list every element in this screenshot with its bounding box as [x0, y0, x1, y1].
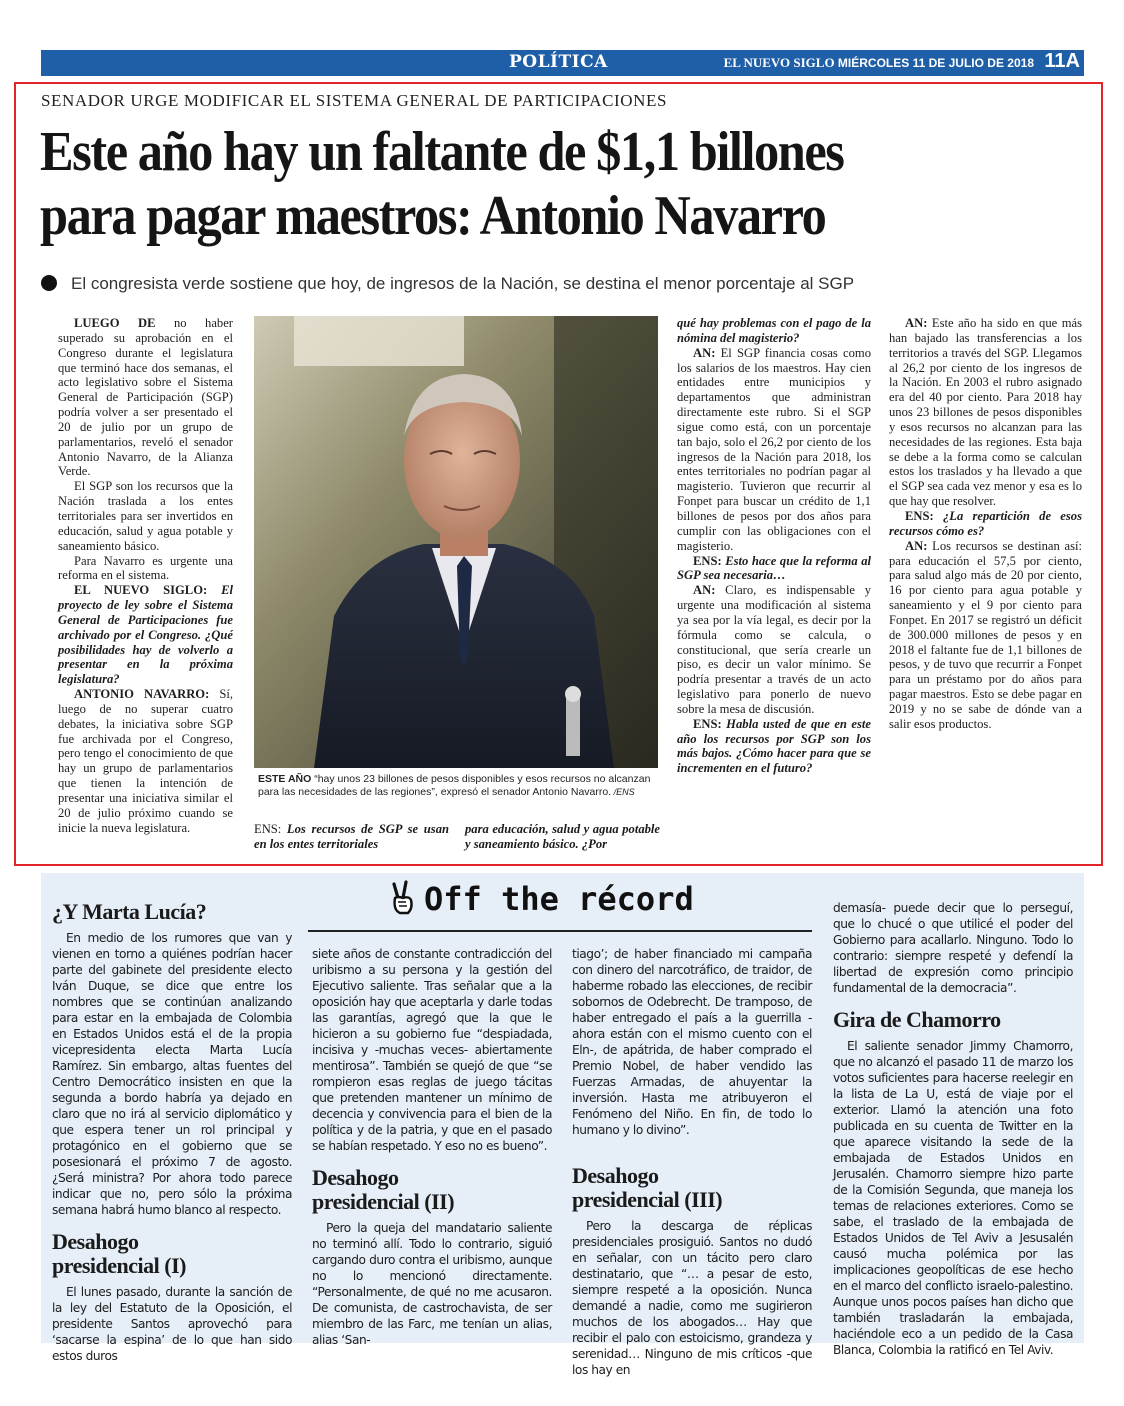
headline-line-1: Este año hay un faltante de $1,1 billones — [40, 121, 844, 183]
interview-question — [58, 583, 233, 687]
section-name: POLÍTICA — [509, 52, 608, 72]
article-headline — [40, 120, 994, 248]
article-column-3 — [677, 316, 871, 776]
off-record-column-3 — [572, 946, 812, 1378]
item-text: Pero la queja del mandatario saliente no terminó allí. Todo lo contrario, siguió cargando duro contra el uribismo, aunque no lo mencionó directamente. “Personalmente, de qué no me acusaron. De comunista, de castrochavista, de ser miembro de las Farc, me tenían un alias, alias ‘San- — [312, 1221, 552, 1347]
photo-credit: /ENS — [611, 787, 635, 797]
speaker-label: AN: — [905, 316, 928, 330]
caption-text: “hay unos 23 billones de pesos disponibles y esos recursos no alcanzan para las necesidades de las regiones”, expresó el senador Antonio Navarro. — [258, 773, 651, 798]
interview-question — [889, 509, 1082, 539]
off-record-column-4 — [833, 900, 1073, 1358]
photo-caption — [258, 773, 658, 799]
speaker-label: ANTONIO NAVARRO: — [74, 687, 210, 702]
publication-date: MIÉRCOLES 11 DE JULIO DE 2018 — [837, 56, 1034, 70]
question-text: El proyecto de ley sobre el Sistema General de Participaciones fue archivado por el Congreso. ¿Qué posibilidades hay de volverlo a presentar en la próxima legislatura? — [58, 583, 233, 687]
off-record-column-2 — [312, 946, 552, 1348]
item-heading: Desahogo presidencial (III) — [572, 1163, 723, 1212]
bullet-dot-icon — [41, 275, 57, 291]
off-the-record-title — [388, 880, 694, 918]
question-text: ¿La repartición de esos recursos cómo es? — [889, 508, 1082, 538]
deck-text: El congresista verde sostiene que hoy, de ingresos de la Nación, se destina el menor porcentaje al SGP — [71, 274, 855, 293]
interview-question — [254, 822, 449, 852]
item-heading: Desahogo presidencial (I) — [52, 1229, 186, 1278]
interview-answer — [889, 539, 1082, 732]
answer-text: El SGP financia cosas como los salarios de los maestros. Hay cien entidades entre municipios y departamentos que administran directamente este rubro. Si el SGP sigue como está, con un porcentaje tan bajo, solo el 26,2 por ciento de los ingresos de la Nación para 2018, los entes territoriales no podrían pagar al magisterio. Tuvieron que recurrir al Fonpet para buscar un crédito de 1,1 billones de pesos por dos años para cumplir con las obligaciones con el magisterio. — [677, 345, 871, 553]
article-column-1 — [58, 316, 233, 836]
item-heading: Desahogo presidencial (II) — [312, 1165, 455, 1214]
item-text: El lunes pasado, durante la sanción de la ley del Estatuto de la Oposición, el presidente Santos aprovechó para ‘sacarse la espina’ de lo que han sido estos duros — [52, 1285, 292, 1363]
speaker-label: ENS: — [905, 508, 934, 523]
interview-question — [677, 717, 871, 776]
section-header-bar — [41, 50, 1084, 76]
caption-label: ESTE AÑO — [258, 773, 312, 785]
interview-question — [677, 554, 871, 584]
article-kicker: SENADOR URGE MODIFICAR EL SISTEMA GENERAL DE PARTICIPACIONES — [41, 91, 668, 110]
article-deck — [41, 274, 854, 294]
lead-in: LUEGO DE — [74, 316, 156, 330]
headline-line-2: para pagar maestros: Antonio Navarro — [40, 185, 826, 247]
item-heading: Gira de Chamorro — [833, 1007, 1001, 1032]
section-title-text: Off the récord — [424, 880, 694, 918]
item-text: El saliente senador Jimmy Chamorro, que no alcanzó el pasado 11 de marzo los votos suficientes para hacerse reelegir en la lista de La U, está de viaje por el exterior. Llamó la atención una foto publicada en su cuenta de Twitter en la que aparece visitando la sede de la embajada de Estados Unidos en Jerusalén. Chamorro siempre hizo parte de la Comisión Segunda, que maneja los temas de relaciones exteriores. Como se sabe, el traslado de la embajada de Estados Unidos de Tel Aviv a Jesusalén causó mucha polémica por las implicaciones geopolíticas de ese hecho en el marco del conflicto israelo-palestino. Aunque unos pocos países han dicho que también trasladarán la embajada, haciéndole eco a un pedido de la Casa Blanca, Colombia la ratificó en Tel Aviv. — [833, 1039, 1073, 1357]
item-text-continued: siete años de constante contradicción del uribismo a su persona y la gestión del Ejecutivo saliente. Tras señalar que a la oposición hay que aceptarla y darle todas las garantías, agregó que la que le hicieron a su gobierno fue “despiadada, incisiva y -muchas veces- abiertamente mentirosa”. También se quejó de que “se rompieron esas reglas de juego tácitas que pretenden mantener un mínimo de decencia y convivencia para el bien de la política y de la patria, y que en el pasado se habían respetado. Y eso no es bueno”. — [312, 947, 552, 1153]
newspaper-dateline — [724, 55, 1034, 71]
question-text: Habla usted de que en este año los recursos por SGP son los más bajos. ¿Cómo hacer para que se incrementen en el futuro? — [677, 716, 871, 776]
answer-text: Claro, es indispensable y urgente una modificación al sistema ya sea por la vía legal, es decir por la fórmula como se calcula, o constitucional, que sería crearle un piso, es decir un valor mínimo. Se podría presentar a través de un acto legislativo para ponerlo de nuevo sobre la mesa de discusión. — [677, 583, 871, 716]
page-number: 11A — [1044, 50, 1080, 72]
interview-answer — [677, 583, 871, 717]
item-heading: ¿Y Marta Lucía? — [52, 899, 207, 924]
newspaper-name: EL NUEVO SIGLO — [723, 55, 835, 70]
interview-question-continued — [465, 822, 660, 852]
item-text: En medio de los rumores que van y vienen en torno a quiénes podrían hacer parte del gabinete del presidente electo Iván Duque, se dice que entre los nombres que se continúan analizando para estar en la embajada de Colombia en Estados Unidos está el de la propia vicepresidenta electa Marta Lucía Ramírez. Sin embargo, altas fuentes del Centro Democrático insisten en que la segunda a bordo habría ya dejado en claro que no irá al servicio diplomático y que espera tener un rol principal y protagónico en el gobierno que se posesionará el próximo 7 de agosto. ¿Será ministra? Por ahora todo parece indicar que no, pero sólo la próxima semana habrá humo blanco al respecto. — [52, 931, 292, 1217]
article-column-4 — [889, 316, 1082, 732]
speaker-label: ENS: — [254, 822, 282, 836]
title-underline — [308, 930, 812, 932]
paragraph-text: no haber superado su aprobación en el Congreso durante el legislatura que terminó hace dos semanas, el acto legislativo sobre el Sistema General de Participación (SGP) podría volver a ser presentado el 20 de julio por un grupo de parlamentarios, reveló el senador Antonio Navarro, de la Alianza Verde. — [58, 316, 233, 479]
question-text: para educación, salud y agua potable y saneamiento básico. ¿Por — [465, 822, 660, 851]
item-text-continued: tiago’; de haber financiado mi campaña con dinero del narcotráfico, de traidor, de haberme robado las elecciones, de recibir sobornos de Odebrecht. De tramposo, de haber entregado el país a la guerrilla -ahora están con el mismo cuento con el Eln-, de apátrida, de haber comprado el Premio Nobel, de haber vendido las Fuerzas Armadas, de ahuyentar la inversión. Hasta me atribuyeron el Fenómeno del Niño. En fin, de todo lo humano y lo divino”. — [572, 947, 812, 1137]
paragraph: El SGP son los recursos que la Nación traslada a los entes territoriales para ser invertidos en educación, salud y agua potable y saneamiento básico. — [58, 479, 233, 553]
speaker-label: ENS: — [693, 553, 722, 568]
interview-answer — [889, 316, 1082, 509]
paragraph: Para Navarro es urgente una reforma en el sistema. — [58, 553, 233, 583]
speaker-label: AN: — [693, 583, 716, 598]
question-text: Los recursos de SGP se usan en los entes territoriales — [254, 822, 449, 851]
interview-answer — [677, 346, 871, 554]
answer-text: Sí, luego de no superar cuatro debates, la iniciativa sobre SGP fue archivada por el Congreso, pero tengo el conocimiento de que hay un grupo de parlamentarios que tienen la intención de presentar una iniciativa similar el 20 de julio próximo cuando se inicie la nueva legislatura. — [58, 687, 233, 835]
speaker-label: EL NUEVO SIGLO: — [74, 583, 208, 598]
senator-photo — [254, 316, 658, 768]
interview-answer — [58, 687, 233, 835]
question-text: Esto hace que la reforma al SGP sea necesaria… — [677, 553, 871, 583]
speaker-label: AN: — [693, 345, 716, 360]
interview-question-continued — [677, 316, 871, 346]
off-record-column-1 — [52, 900, 292, 1364]
answer-text: Los recursos se destinan así: para educación el 57,5 por ciento, para salud algo más de 20 por ciento, 16 por ciento para agua potable y saneamiento y el 9 por ciento para Fonpet. En 2017 se registró un déficit de 300.000 millones de pesos y en 2018 el faltante fue de 1,1 billones de pesos, y de tuvo que recurrir a Fonpet para un préstamo por do años para pagar maestros. Esto se debe pagar en 2019 y no se sabe de dónde van a salir esos productos. — [889, 538, 1082, 731]
paragraph — [58, 316, 233, 479]
speaker-label: ENS: — [693, 716, 722, 731]
senator-portrait-image — [254, 316, 658, 768]
item-text: Pero la descarga de réplicas presidenciales prosiguió. Santos no dudó en señalar, con un tácito pero claro destinatario, que “… a pesar de esto, siempre respeté a la oposición. Nunca demandé a nadie, como me sugirieron muchos de los abogados… Hay que recibir el palo con estoicismo, grandeza y serenidad… Ninguno de mis críticos -que los hay en — [572, 1219, 812, 1377]
answer-text: Este año ha sido en que más han bajado las transferencias a los territorios a través del SGP. Llegamos al 26,2 por ciento de los ingresos de la Nación. En 2003 el rubro asignado era del 40 por ciento. Para 2018 hay unos 23 billones de pesos disponibles y esos recursos no alcanzan para las necesidades de las regiones. Esta baja se debe a la forma como se calculan estos los traslados y ha llevado a que el SGP sea cada vez menor y esa es lo que hay que resolver. — [889, 316, 1082, 509]
question-text: qué hay problemas con el pago de la nómina del magisterio? — [677, 316, 871, 345]
victory-hand-icon — [388, 880, 416, 916]
speaker-label: AN: — [905, 538, 928, 553]
item-text-continued: demasía- puede decir que lo perseguí, que lo chucé o que utilicé el poder del Gobierno para acallarlo. Ninguno. Todo lo contrario: siempre respeté y defendí la libertad de expresión como principio fundamental de la democracia”. — [833, 901, 1073, 995]
